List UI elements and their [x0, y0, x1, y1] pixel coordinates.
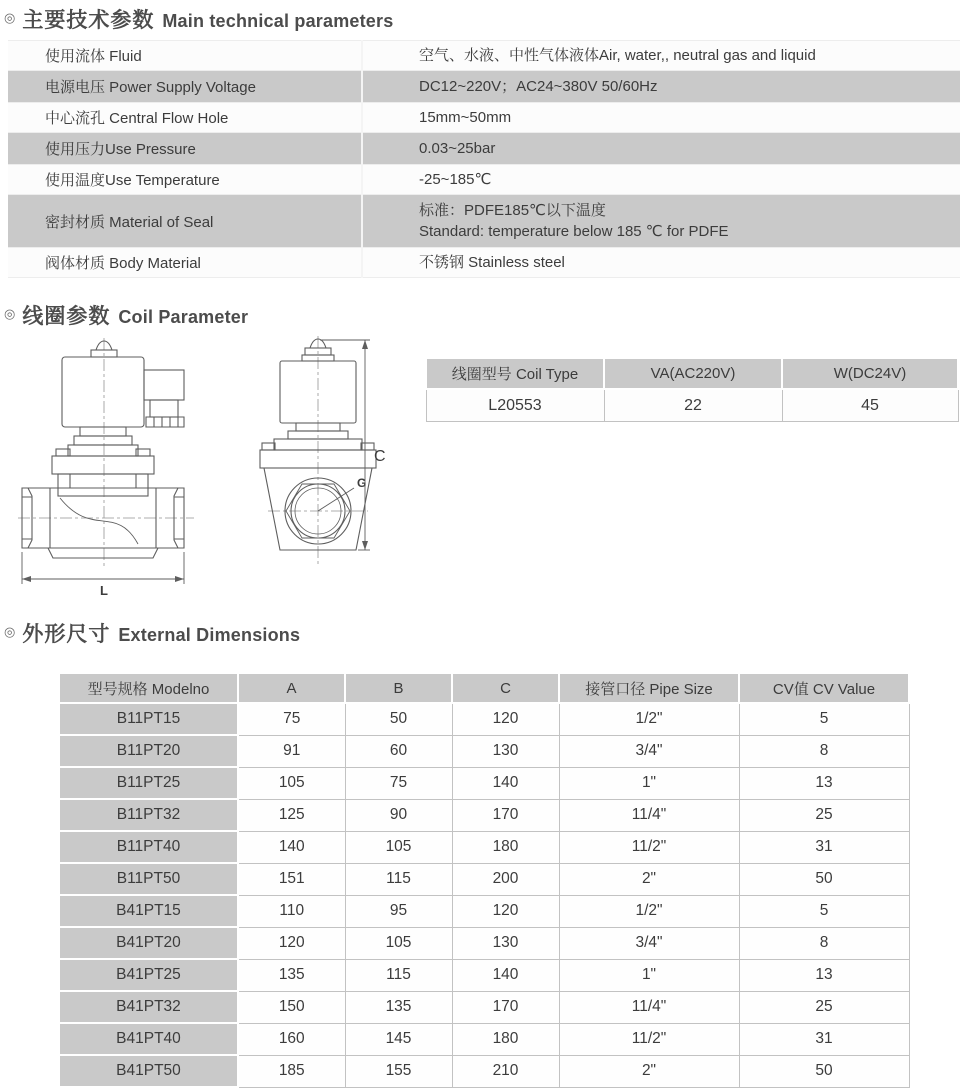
a-cell: 150	[238, 991, 345, 1023]
a-cell: 91	[238, 735, 345, 767]
model-cell: B11PT20	[59, 735, 238, 767]
param-row	[8, 247, 960, 278]
b-cell: 145	[345, 1023, 452, 1055]
dimension-g-label: G	[357, 476, 367, 490]
param-value-line2: Standard: temperature below 185 ℃ for PDFE	[419, 223, 729, 240]
b-cell: 155	[345, 1055, 452, 1087]
b-cell: 115	[345, 863, 452, 895]
coil-title-en: Coil Parameter	[118, 307, 249, 327]
table-row	[59, 895, 909, 927]
model-header: 型号规格 Modelno	[59, 673, 238, 703]
param-label: 中心流孔 Central Flow Hole	[8, 102, 363, 133]
pipe-size-header: 接管口径 Pipe Size	[559, 673, 739, 703]
pipe-size-cell: 1"	[559, 959, 739, 991]
model-cell: B11PT50	[59, 863, 238, 895]
pipe-size-cell: 11/2"	[559, 831, 739, 863]
dimension-l-label: L	[100, 583, 108, 598]
main-params-title-en: Main technical parameters	[162, 11, 394, 31]
c-cell: 140	[452, 767, 559, 799]
b-cell: 50	[345, 703, 452, 735]
table-row	[59, 991, 909, 1023]
pipe-size-cell: 2"	[559, 1055, 739, 1087]
cv-value-cell: 13	[739, 767, 909, 799]
dimensions-table-body	[59, 703, 909, 1087]
param-value-group	[363, 164, 960, 195]
a-cell: 120	[238, 927, 345, 959]
c-cell: 140	[452, 959, 559, 991]
param-value: 不锈钢 Stainless steel	[419, 254, 565, 271]
model-cell: B11PT40	[59, 831, 238, 863]
model-cell: B41PT50	[59, 1055, 238, 1087]
coil-title	[4, 300, 248, 330]
param-value: 0.03~25bar	[419, 140, 496, 157]
coil-parameter-table	[425, 357, 959, 422]
cv-value-cell: 5	[739, 895, 909, 927]
section-bullet-icon: ◎	[4, 10, 16, 25]
coil-table-data-row	[426, 389, 958, 422]
dimension-l-line	[22, 552, 184, 584]
a-cell: 75	[238, 703, 345, 735]
table-row	[59, 927, 909, 959]
model-cell: B41PT32	[59, 991, 238, 1023]
pipe-size-cell: 3/4"	[559, 735, 739, 767]
table-row	[59, 831, 909, 863]
a-header: A	[238, 673, 345, 703]
cv-value-cell: 25	[739, 991, 909, 1023]
cv-value-cell: 50	[739, 1055, 909, 1087]
cv-value-cell: 8	[739, 735, 909, 767]
model-cell: B41PT25	[59, 959, 238, 991]
pipe-size-cell: 2"	[559, 863, 739, 895]
param-value: -25~185℃	[419, 171, 492, 188]
c-header: C	[452, 673, 559, 703]
c-cell: 170	[452, 991, 559, 1023]
model-cell: B41PT40	[59, 1023, 238, 1055]
b-cell: 135	[345, 991, 452, 1023]
cv-value-header: CV值 CV Value	[739, 673, 909, 703]
param-row	[8, 164, 960, 195]
b-cell: 90	[345, 799, 452, 831]
a-cell: 151	[238, 863, 345, 895]
a-cell: 125	[238, 799, 345, 831]
a-cell: 140	[238, 831, 345, 863]
pipe-size-cell: 11/4"	[559, 799, 739, 831]
cv-value-cell: 25	[739, 799, 909, 831]
cv-value-cell: 50	[739, 863, 909, 895]
param-label: 使用压力Use Pressure	[8, 133, 363, 164]
coil-type-header: 线圈型号 Coil Type	[426, 358, 604, 389]
coil-w-value: 45	[782, 389, 958, 422]
param-value-group	[363, 71, 960, 102]
b-cell: 75	[345, 767, 452, 799]
c-cell: 120	[452, 895, 559, 927]
param-value-group	[363, 247, 960, 278]
table-row	[59, 799, 909, 831]
model-cell: B11PT32	[59, 799, 238, 831]
param-row	[8, 133, 960, 164]
param-row	[8, 71, 960, 102]
param-value: 15mm~50mm	[419, 109, 512, 126]
model-cell: B41PT15	[59, 895, 238, 927]
a-cell: 135	[238, 959, 345, 991]
pipe-size-cell: 1"	[559, 767, 739, 799]
param-row	[8, 40, 960, 71]
coil-table-header-row	[426, 358, 958, 389]
param-value-group	[363, 133, 960, 164]
model-cell: B11PT15	[59, 703, 238, 735]
a-cell: 110	[238, 895, 345, 927]
section-bullet-icon: ◎	[4, 624, 16, 639]
b-cell: 105	[345, 831, 452, 863]
valve-front-view	[22, 341, 184, 558]
dimensions-title-zh: 外形尺寸	[22, 623, 111, 646]
cv-value-cell: 31	[739, 831, 909, 863]
param-label: 电源电压 Power Supply Voltage	[8, 71, 363, 102]
c-cell: 120	[452, 703, 559, 735]
c-cell: 170	[452, 799, 559, 831]
b-cell: 60	[345, 735, 452, 767]
param-value: 标准：PDFE185℃以下温度	[419, 202, 606, 219]
dimension-c-label: C	[374, 448, 386, 465]
pipe-size-cell: 11/2"	[559, 1023, 739, 1055]
param-value-group	[363, 40, 960, 71]
param-label: 阀体材质 Body Material	[8, 247, 363, 278]
c-cell: 180	[452, 831, 559, 863]
table-row	[59, 863, 909, 895]
main-params-title	[4, 4, 393, 34]
cv-value-cell: 13	[739, 959, 909, 991]
c-cell: 200	[452, 863, 559, 895]
b-cell: 115	[345, 959, 452, 991]
table-row	[59, 735, 909, 767]
c-cell: 130	[452, 927, 559, 959]
c-cell: 130	[452, 735, 559, 767]
table-row	[59, 703, 909, 735]
coil-title-zh: 线圈参数	[22, 305, 111, 328]
dimensions-title	[4, 618, 300, 648]
param-value: 空气、水液、中性气体液体Air, water,, neutral gas and liquid	[419, 47, 816, 64]
pipe-size-cell: 1/2"	[559, 703, 739, 735]
pipe-size-cell: 1/2"	[559, 895, 739, 927]
cv-value-cell: 8	[739, 927, 909, 959]
a-cell: 160	[238, 1023, 345, 1055]
model-cell: B41PT20	[59, 927, 238, 959]
coil-w-header: W(DC24V)	[782, 358, 958, 389]
param-label: 使用流体 Fluid	[8, 40, 363, 71]
table-row	[59, 767, 909, 799]
param-value-group	[363, 102, 960, 133]
b-cell: 95	[345, 895, 452, 927]
param-value-group	[363, 195, 960, 247]
main-params-table	[8, 40, 960, 278]
coil-va-value: 22	[604, 389, 782, 422]
a-cell: 185	[238, 1055, 345, 1087]
c-cell: 180	[452, 1023, 559, 1055]
dimensions-table	[58, 672, 910, 1088]
section-bullet-icon: ◎	[4, 306, 16, 321]
cv-value-cell: 31	[739, 1023, 909, 1055]
pipe-size-cell: 3/4"	[559, 927, 739, 959]
valve-technical-drawing	[18, 336, 410, 600]
table-row	[59, 1055, 909, 1087]
c-cell: 210	[452, 1055, 559, 1087]
dimensions-header-row	[59, 673, 909, 703]
b-header: B	[345, 673, 452, 703]
table-row	[59, 1023, 909, 1055]
param-label: 使用温度Use Temperature	[8, 164, 363, 195]
param-label: 密封材质 Material of Seal	[8, 195, 363, 247]
b-cell: 105	[345, 927, 452, 959]
a-cell: 105	[238, 767, 345, 799]
pipe-size-cell: 11/4"	[559, 991, 739, 1023]
dimensions-title-en: External Dimensions	[118, 625, 301, 645]
param-value: DC12~220V；AC24~380V 50/60Hz	[419, 78, 658, 95]
coil-va-header: VA(AC220V)	[604, 358, 782, 389]
coil-type-value: L20553	[426, 389, 604, 422]
param-row	[8, 195, 960, 247]
cv-value-cell: 5	[739, 703, 909, 735]
table-row	[59, 959, 909, 991]
param-row	[8, 102, 960, 133]
model-cell: B11PT25	[59, 767, 238, 799]
main-params-title-zh: 主要技术参数	[22, 9, 155, 32]
